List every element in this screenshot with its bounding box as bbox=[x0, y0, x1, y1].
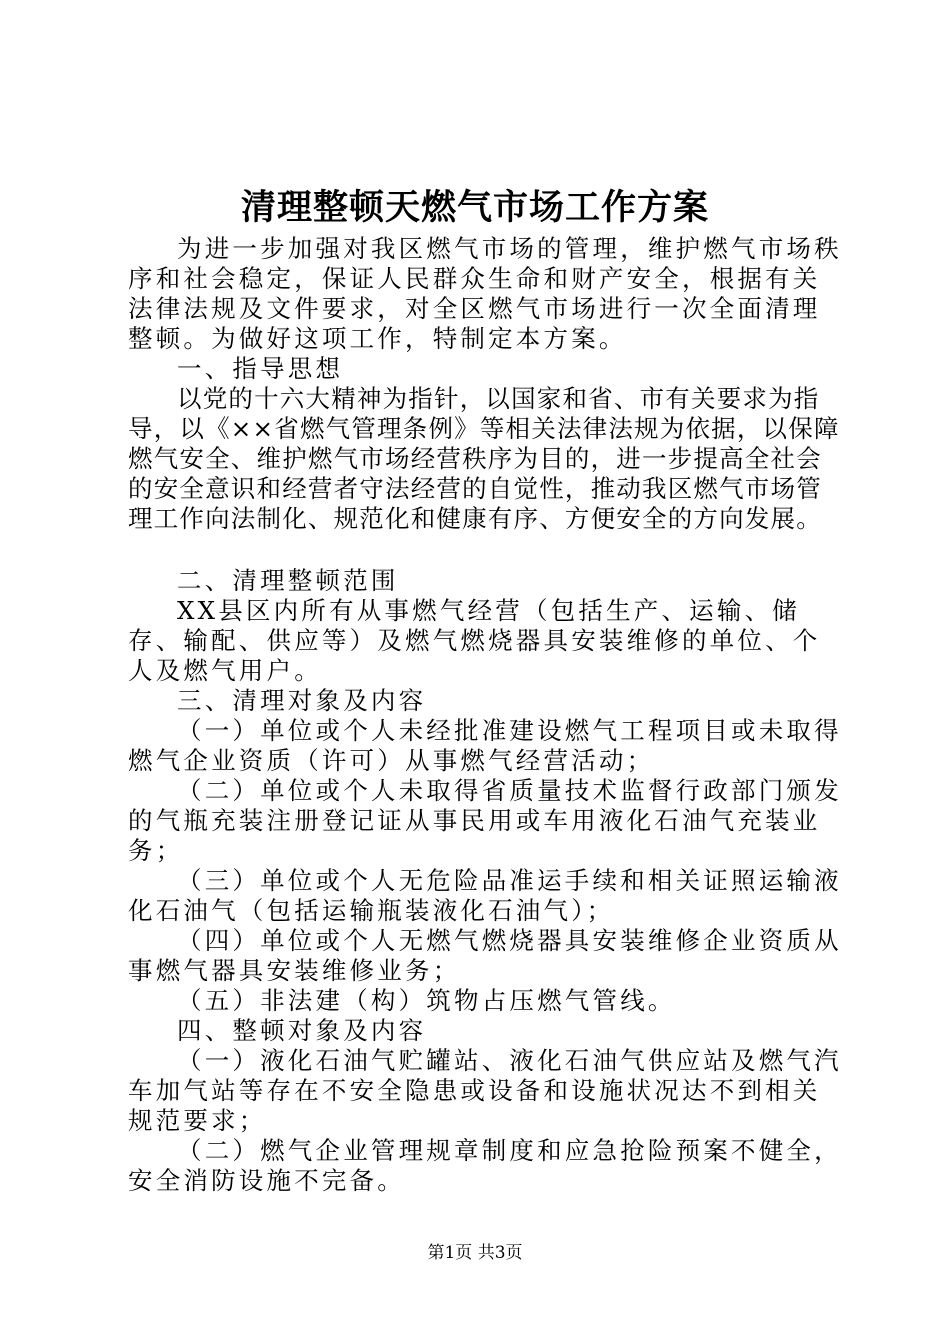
rectification-item-2: （二）燃气企业管理规章制度和应急抢险预案不健全，安全消防设施不完备。 bbox=[128, 1136, 842, 1195]
clearance-item-3: （三）单位或个人无危险品准运手续和相关证照运输液化石油气（包括运输瓶装液化石油气）； bbox=[128, 866, 842, 925]
section-heading-clearance-targets: 三、清理对象及内容 bbox=[177, 686, 427, 715]
clearance-item-4: （四）单位或个人无燃气燃烧器具安装维修企业资质从事燃气器具安装维修业务； bbox=[128, 926, 842, 985]
page-footer: 第1页 共3页 bbox=[427, 1243, 523, 1263]
rectification-item-1: （一）液化石油气贮罐站、液化石油气供应站及燃气汽车加气站等存在不安全隐患或设备和设施状况达不到相关规范要求； bbox=[128, 1046, 842, 1135]
document-title: 清理整顿天燃气市场工作方案 bbox=[240, 187, 709, 228]
clearance-item-1: （一）单位或个人未经批准建设燃气工程项目或未取得燃气企业资质（许可）从事燃气经营活动； bbox=[128, 716, 842, 775]
section-heading-scope: 二、清理整顿范围 bbox=[177, 566, 399, 595]
section-heading-rectification-targets: 四、整顿对象及内容 bbox=[177, 1016, 427, 1045]
blank-line bbox=[128, 534, 843, 566]
scope-paragraph: XX县区内所有从事燃气经营（包括生产、运输、储存、输配、供应等）及燃气燃烧器具安装维修的单位、个人及燃气用户。 bbox=[128, 596, 821, 685]
intro-paragraph: 为进一步加强对我区燃气市场的管理，维护燃气市场秩序和社会稳定，保证人民群众生命和财产安全，根据有关法律法规及文件要求，对全区燃气市场进行一次全面清理整顿。为做好这项工作，特制定本方案。 bbox=[128, 234, 842, 353]
clearance-item-5: （五）非法建（构）筑物占压燃气管线。 bbox=[177, 986, 676, 1015]
section-heading-guiding-ideology: 一、指导思想 bbox=[177, 354, 344, 383]
clearance-item-2: （二）单位或个人未取得省质量技术监督行政部门颁发的气瓶充装注册登记证从事民用或车用液化石油气充装业务； bbox=[128, 776, 842, 865]
guiding-ideology-paragraph: 以党的十六大精神为指针，以国家和省、市有关要求为指导，以《××省燃气管理条例》等相关法律法规为依据，以保障燃气安全、维护燃气市场经营秩序为目的，进一步提高全社会的安全意识和经营者守法经营的自觉性，推动我区燃气市场管理工作向法制化、规范化和健康有序、方便安全的方向发展。 bbox=[128, 384, 840, 533]
document-body bbox=[128, 234, 843, 1196]
